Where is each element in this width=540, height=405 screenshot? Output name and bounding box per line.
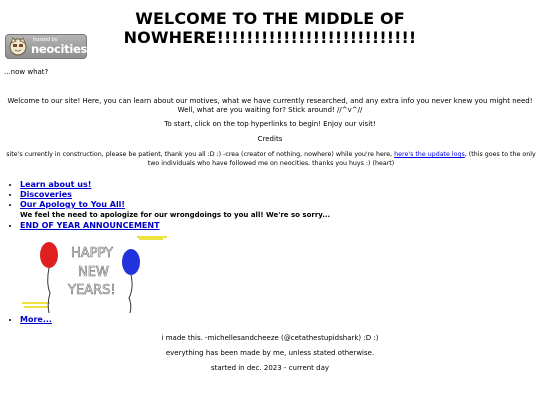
now-what-text: ...now what? <box>4 68 49 76</box>
apology-link[interactable]: Our Apology to You All! <box>20 200 126 209</box>
nav-item-learn <box>20 180 160 190</box>
nav-item-apology <box>20 200 160 210</box>
made-by-text: i made this. -michellesandcheeze (@cetathestupidshark) :D :) <box>161 334 379 342</box>
update-logs-link[interactable]: here's the update logs <box>394 151 465 158</box>
construction-text-after: , (this goes to the only two individuals who have followed me on neocities. thanks you huys :) (heart) <box>147 151 536 167</box>
started-text: started in dec. 2023 - current day <box>210 364 330 372</box>
learn-about-us-link[interactable]: Learn about us! <box>20 180 92 189</box>
discoveries-link[interactable]: Discoveries <box>20 190 72 199</box>
badge-neocities: neocities <box>31 42 88 56</box>
nav-item-announcement <box>20 221 160 231</box>
badge-hosted-by: hosted by <box>33 37 58 43</box>
nav-item-more <box>20 315 52 325</box>
happy-new-years-image <box>16 233 168 313</box>
end-of-year-link[interactable]: END OF YEAR ANNOUNCEMENT <box>20 221 160 230</box>
apology-text: We feel the need to apologize for our wrongdoings to you all! We're so sorry... <box>20 211 331 219</box>
art-line-2: NEW <box>78 265 109 280</box>
more-list <box>0 315 52 325</box>
welcome-text: Welcome to our site! Here, you can learn about our motives, what we have currently researched, and any extra info you never knew you might need! Well, what are you waiting for? Stick around! //^v^// <box>7 97 533 114</box>
art-line-1: HAPPY <box>71 246 114 261</box>
page-title: WELCOME TO THE MIDDLE OF NOWHERE!!!!!!!!!!!!!!!!!!!!!!!!!!! <box>123 9 417 47</box>
art-line-3: YEARS! <box>68 283 116 298</box>
nav-list <box>0 180 160 231</box>
nav-item-discoveries <box>20 190 160 200</box>
construction-notice <box>6 150 536 168</box>
credits-link[interactable]: Credits <box>257 135 283 143</box>
everything-text: everything has been made by me, unless stated otherwise. <box>165 349 375 357</box>
more-link[interactable]: More... <box>20 315 52 324</box>
construction-text-before: site's currently in construction, please be patient, thank you all :D :) -crea (creator of nothing, nowhere) while you're here, <box>6 151 393 158</box>
neocities-cat-icon <box>8 37 28 56</box>
to-start-text: To start, click on the top hyperlinks to begin! Enjoy our visit! <box>164 120 376 128</box>
neocities-badge[interactable] <box>5 34 87 59</box>
